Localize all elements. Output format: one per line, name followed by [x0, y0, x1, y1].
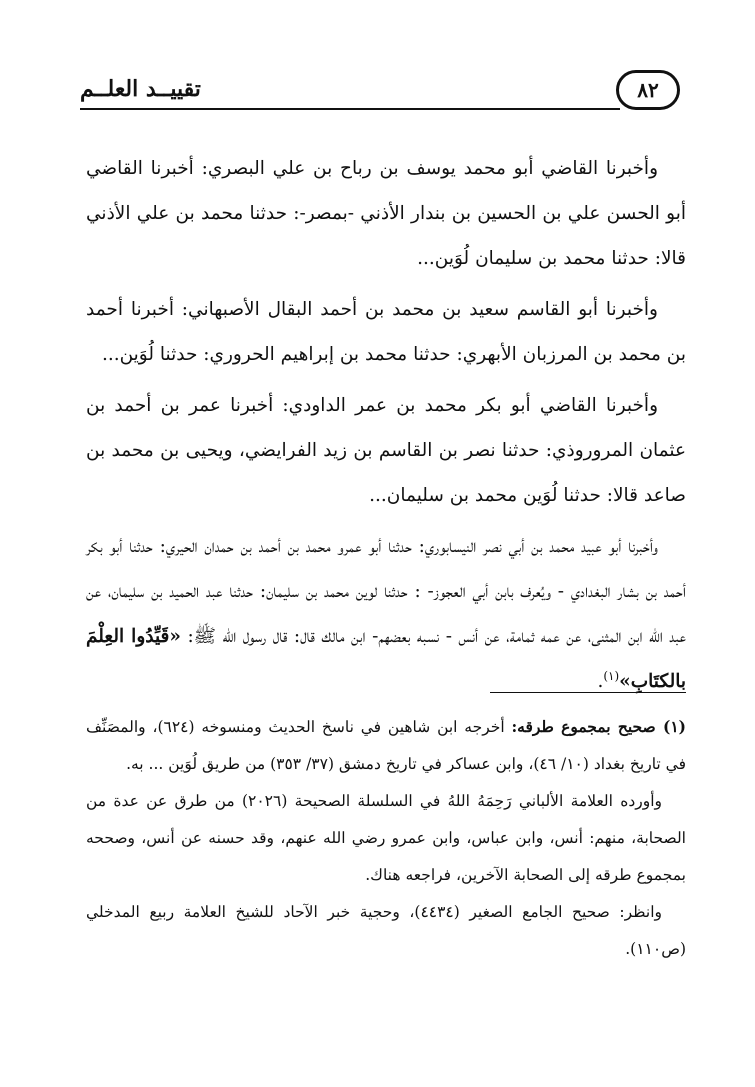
paragraph-text: وأخبرنا أبو عبيد محمد بن أبي نصر النيسابوري: حدثنا أبو عمرو محمد بن أحمد بن حمدان الحيري: حدثنا أبو بكر أحمد بن بشار البغدادي - ويُعرف بابن أبي العجوز- : حدثنا لوين محمد بن سليمان: حدثنا عبد الحميد بن سليمان، عن عبد الله ابن المثنى، عن عمه ثمامة، عن أنس - نسبه بعضهم- ابن مالك قال: قال رسول الله ﷺ: [86, 536, 686, 647]
page-header [80, 70, 680, 114]
main-text [86, 146, 686, 704]
end-period: . [597, 671, 604, 692]
paragraph: وأخبرنا القاضي أبو محمد يوسف بن رباح بن علي البصري: أخبرنا القاضي أبو الحسن علي بن الحسين بن بندار الأذني -بمصر-: حدثنا محمد بن علي الأذني قالا: حدثنا محمد بن سليمان لُوَين... [86, 158, 686, 269]
page-number: ٨٢ [637, 78, 659, 102]
footnote-1 [86, 708, 686, 783]
running-title: تقييــد العلــم [80, 76, 201, 102]
footnotes [86, 708, 686, 968]
footnote-divider [490, 692, 686, 693]
page-number-badge [616, 70, 680, 110]
footnote-paragraph: وانظر: صحيح الجامع الصغير (٤٤٣٤)، وحجية خبر الآحاد للشيخ العلامة ربيع المدخلي (ص١١٠). [86, 903, 686, 958]
footnote-label: (١) صحيح بمجموع طرقه: [511, 717, 686, 736]
hadith-text: «قَيِّدُوا العِلْمَ بالكتَابِ» [86, 626, 686, 692]
paragraph: وأخبرنا أبو القاسم سعيد بن محمد بن أحمد البقال الأصبهاني: أخبرنا أحمد بن محمد بن المرزبان الأبهري: حدثنا محمد بن إبراهيم الحروري: حدثنا لُوَين... [86, 299, 686, 365]
paragraph [86, 524, 686, 704]
footnote-paragraph: وأورده العلامة الألباني رَحِمَهُ اللهُ في السلسلة الصحيحة (٢٠٢٦) من طرق عن عدة من الصحابة، منهم: أنس، وابن عباس، وابن عمرو رضي الله عنهم، وقد حسنه عن أنس، وصححه بمجموع طرقه إلى الصحابة الآخرين، فراجعه هناك. [86, 792, 686, 884]
paragraph: وأخبرنا القاضي أبو بكر محمد بن عمر الداودي: أخبرنا عمر بن أحمد بن عثمان المروروذي: حدثنا نصر بن القاسم بن زيد الفرايضي، ويحيى بن محمد بن صاعد قالا: حدثنا لُوَين محمد بن سليمان... [86, 395, 686, 506]
header-rule [80, 108, 620, 110]
footnote-text: أخرجه ابن شاهين في ناسخ الحديث ومنسوخه (٦٢٤)، والمصَنِّف في تاريخ بغداد (١٠/ ٤٦)، وابن عساكر في تاريخ دمشق (٣٧/ ٣٥٣) من طريق لُوَين ... به. [86, 718, 686, 773]
footnote-marker: (١) [603, 668, 620, 683]
